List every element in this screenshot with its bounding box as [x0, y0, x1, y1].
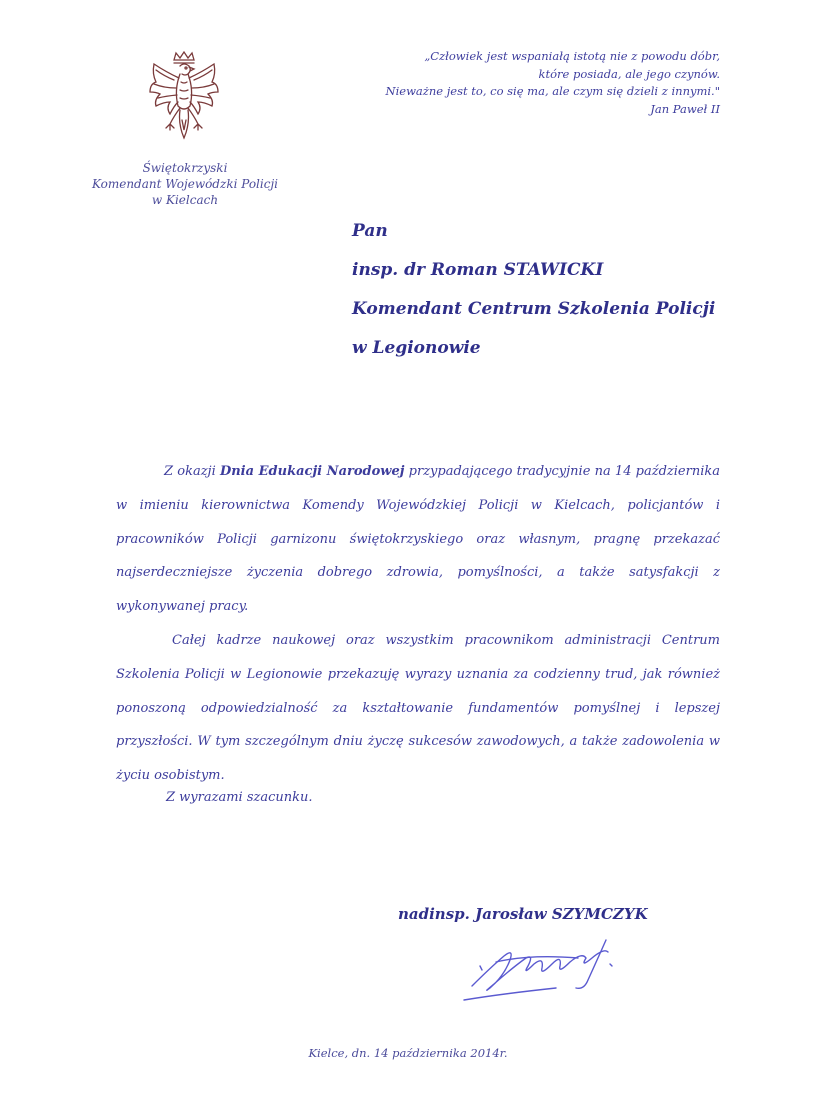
quote-author: Jan Paweł II [650, 101, 720, 116]
recipient-position: Komendant Centrum Szkolenia Policji [352, 299, 716, 319]
paragraph-text: przypadającego tradycyjnie na 14 października w imieniu kierownictwa Komendy Wojewódzkiej Policji w Kielcach, policjantów i pracowników Policji garnizonu świętokrzyskiego oraz własnym, pragnę przekazać najserdeczniejsze życzenia dobrego zdrowia, pomyślności, a także satysfakcji z wykonywanej pracy. [116, 464, 720, 615]
letter-body [116, 455, 720, 793]
quote-line: „Człowiek jest wspaniałą istotą nie z powodu dóbr, [424, 49, 720, 63]
quote-line: które posiada, ale jego czynów. [538, 66, 720, 81]
body-paragraph-1 [116, 455, 720, 624]
issuer-block [80, 160, 290, 208]
recipient-block [352, 218, 715, 374]
recipient-location: w Legionowie [352, 338, 481, 358]
body-paragraph-2: Całej kadrze naukowej oraz wszystkim pracownikom administracji Centrum Szkolenia Policji w Legionowie przekazuję wyrazy uznania za codzienny trud, jak również ponoszoną odpowiedzialność za kształtowanie fundamentów pomyślnej i lepszej przyszłości. W tym szczególnym dniu życzę sukcesów zawodowych, a także zadowolenia w życiu osobistym. [116, 632, 720, 784]
handwritten-signature [460, 928, 630, 1008]
issuer-line: Świętokrzyski [142, 161, 228, 175]
holiday-name: Dnia Edukacji Narodowej [219, 464, 405, 479]
signer-name: nadinsp. Jarosław SZYMCZYK [398, 905, 648, 923]
motto-quote [360, 48, 720, 118]
recipient-name: insp. dr Roman STAWICKI [352, 260, 604, 280]
polish-eagle-emblem [144, 50, 224, 144]
issuer-line: w Kielcach [151, 193, 219, 207]
closing-phrase: Z wyrazami szacunku. [166, 790, 313, 805]
quote-line: Nieważne jest to, co się ma, ale czym się dzieli z innymi." [385, 84, 720, 98]
recipient-salutation: Pan [352, 221, 388, 241]
place-and-date: Kielce, dn. 14 października 2014r. [308, 1046, 508, 1060]
issuer-line: Komendant Wojewódzki Policji [91, 177, 279, 191]
paragraph-text: Z okazji [164, 464, 220, 479]
